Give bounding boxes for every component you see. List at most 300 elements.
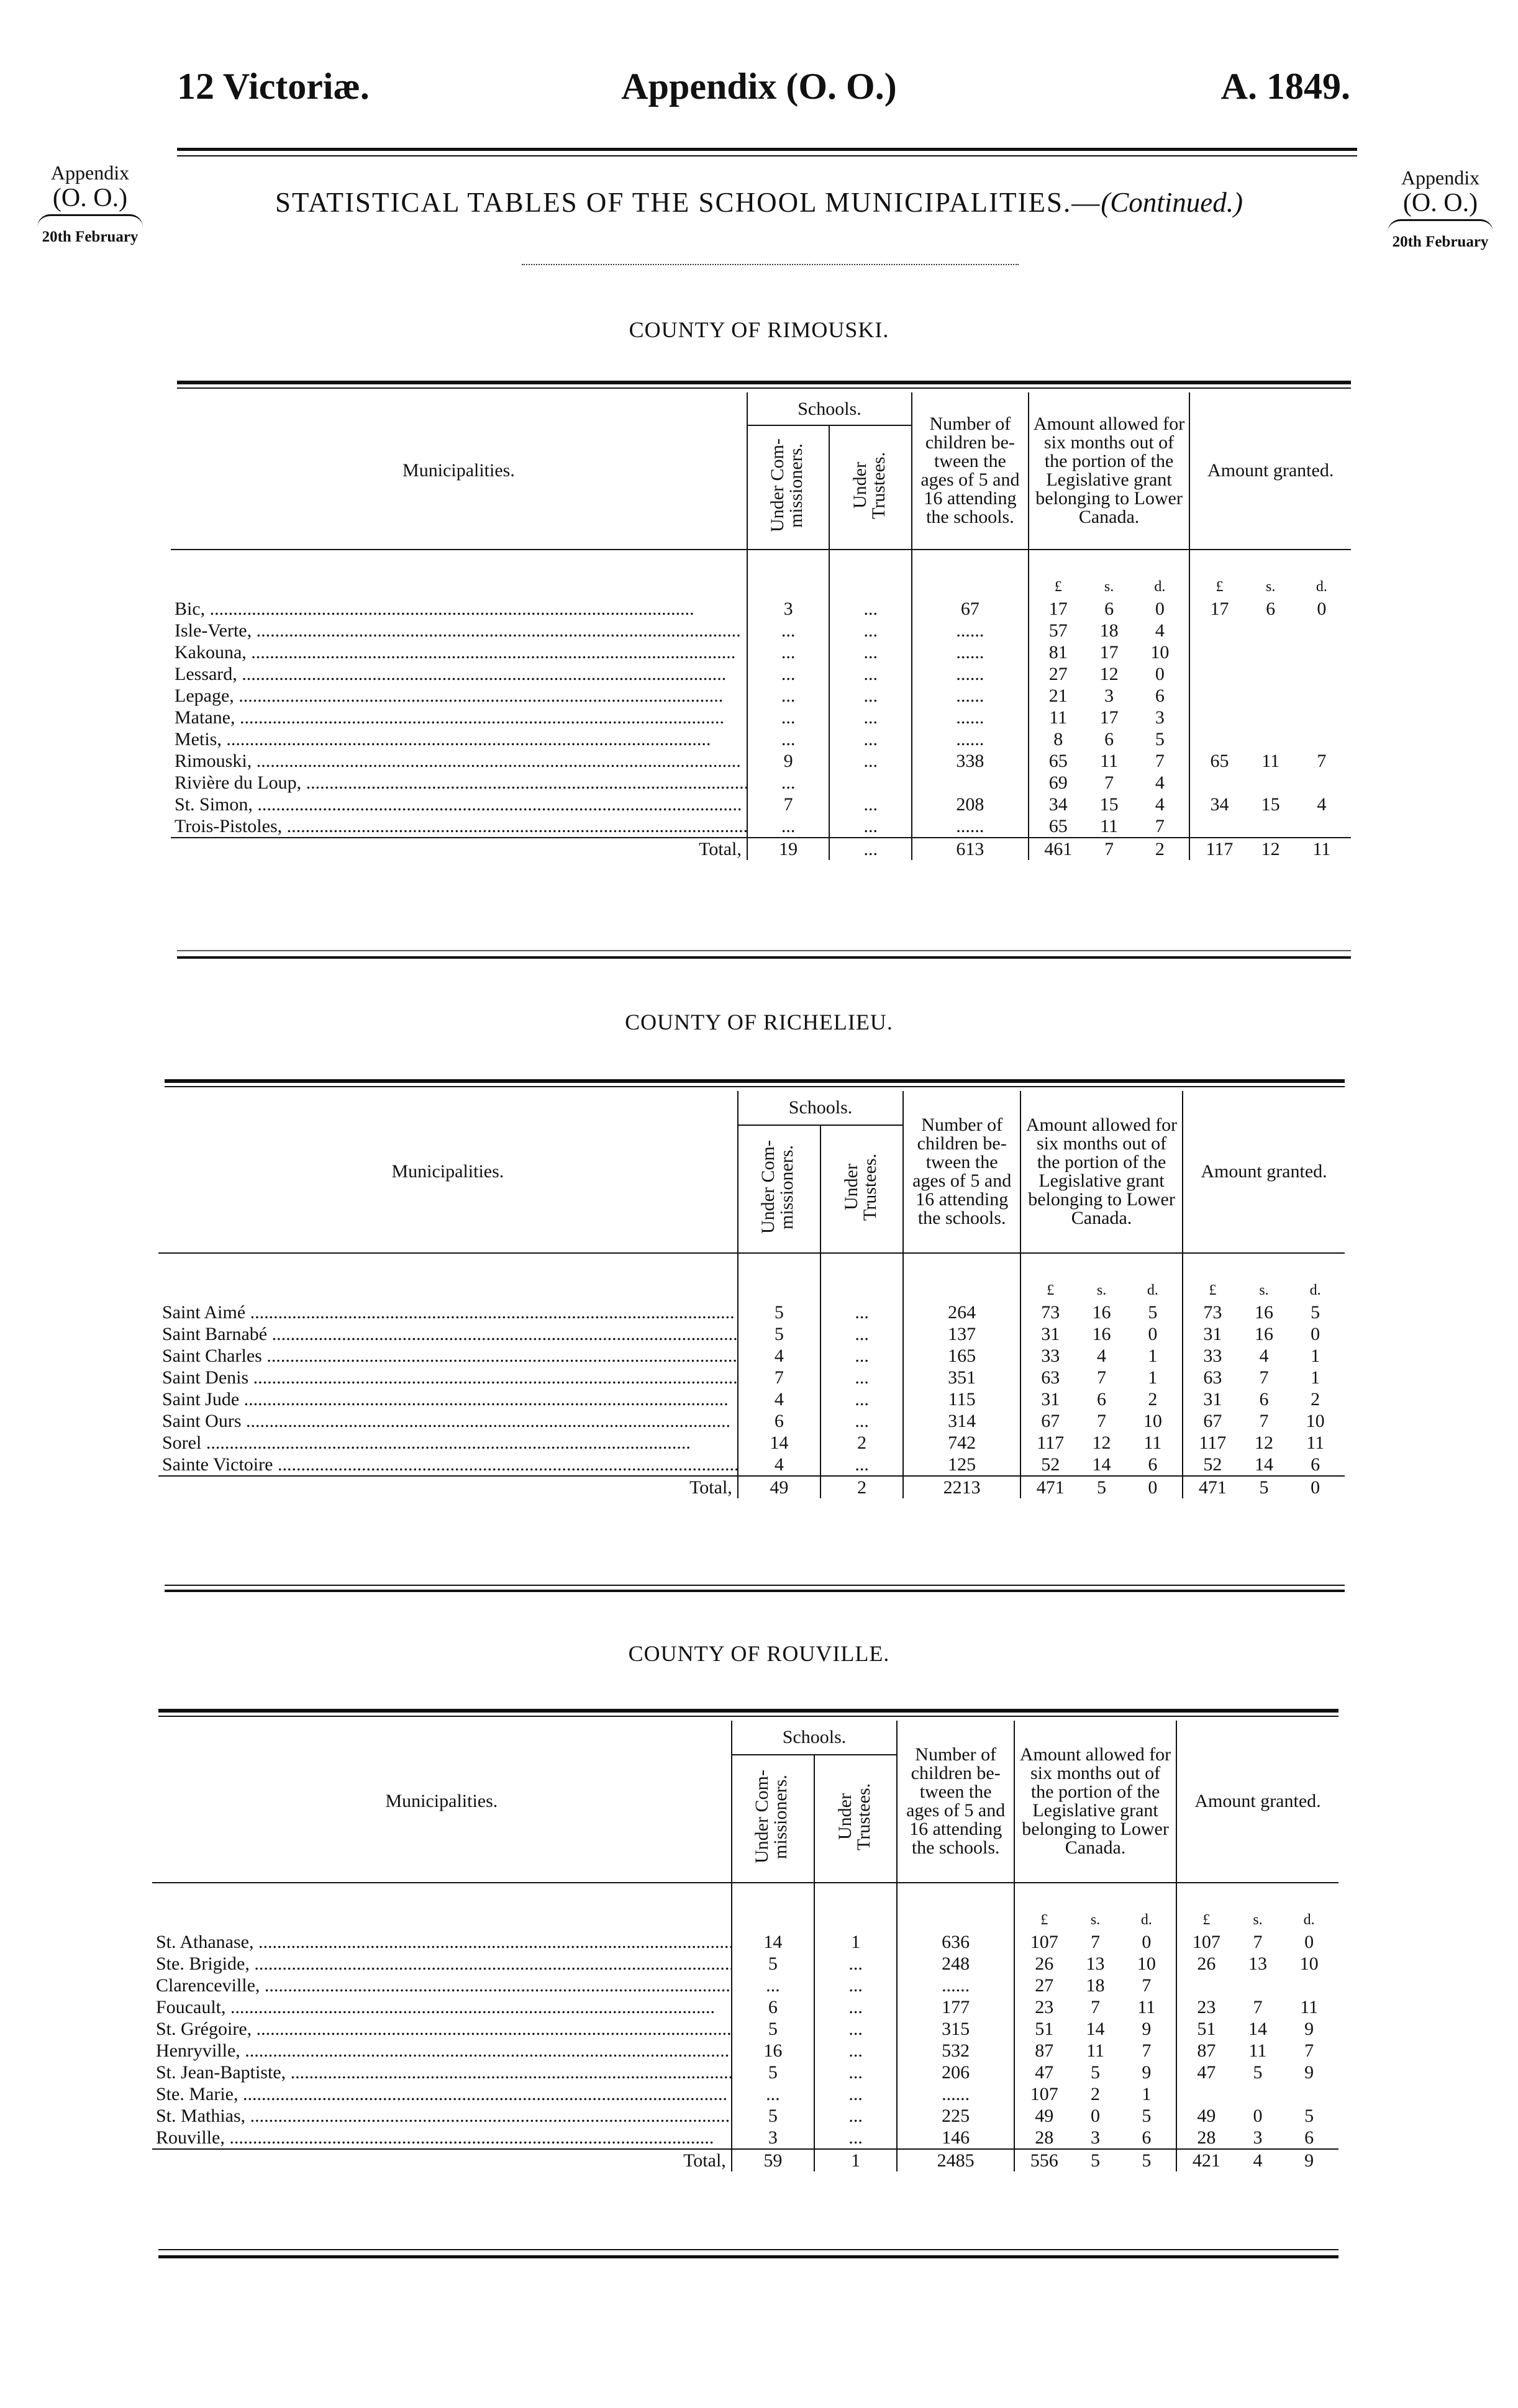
units-spacer — [903, 1253, 1020, 1301]
trustees-count: ... — [829, 728, 912, 750]
pence-value: 0 — [1148, 1477, 1158, 1498]
shillings-value: 15 — [1261, 794, 1280, 815]
header-children: Number of children be-tween the ages of 5 and 16 attending the schools. — [903, 1091, 1020, 1253]
units-allowed — [1029, 550, 1190, 598]
units-spacer — [738, 1253, 820, 1301]
shillings-value: 7 — [1097, 1367, 1107, 1388]
municipality-name-text: Saint Aimé — [162, 1302, 246, 1323]
amount-allowed — [1029, 641, 1190, 663]
amount-granted-parts — [1181, 1953, 1335, 1975]
table-row — [152, 2040, 1338, 2062]
amount-allowed — [1029, 750, 1190, 772]
children-count: 532 — [897, 2040, 1014, 2062]
pence-value: 1 — [1148, 1367, 1158, 1388]
shillings-value: 3 — [1104, 686, 1114, 706]
total-label — [158, 1476, 738, 1498]
pence-value: 2 — [1311, 1389, 1320, 1410]
pounds-value: 57 — [1048, 620, 1068, 641]
total-amount-allowed — [1014, 2149, 1176, 2171]
amount-allowed — [1020, 1301, 1183, 1323]
children-count: 206 — [897, 2062, 1014, 2083]
amount-allowed — [1020, 1410, 1183, 1432]
amount-allowed — [1029, 794, 1190, 815]
county-title-rimouski: COUNTY OF RIMOUSKI. — [629, 317, 889, 342]
amount-granted-parts — [1187, 1454, 1341, 1475]
amount-allowed — [1029, 663, 1190, 685]
pounds-value: 31 — [1041, 1389, 1060, 1410]
amount-granted-parts — [1181, 2105, 1335, 2127]
pounds-value: 11 — [1049, 707, 1068, 728]
amount-granted — [1183, 1323, 1345, 1345]
table-rule — [158, 1709, 1338, 1713]
pence-value: 7 — [1155, 751, 1165, 771]
shillings-value: 7 — [1253, 1932, 1263, 1952]
pence-value: 10 — [1137, 1953, 1156, 1974]
shillings-value: 13 — [1086, 1953, 1105, 1974]
table-row — [171, 620, 1351, 641]
shilling-unit: s. — [1104, 579, 1114, 595]
table-row — [171, 641, 1351, 663]
shillings-value: 4 — [1253, 2150, 1263, 2171]
children-count: 351 — [903, 1367, 1020, 1388]
pence-unit: d. — [1309, 1282, 1321, 1298]
pence-value: 7 — [1155, 816, 1165, 836]
trustees-count: ... — [814, 2105, 897, 2127]
shillings-value: 16 — [1254, 1302, 1273, 1323]
header-children: Number of children be-tween the ages of 5 and 16 attending the schools. — [897, 1721, 1014, 1883]
children-count: 338 — [912, 750, 1029, 772]
table-row — [152, 2083, 1338, 2105]
trustees-count: ... — [814, 1975, 897, 1996]
municipality-name — [152, 1931, 732, 1953]
pence-value: 9 — [1142, 2062, 1152, 2083]
pounds-value: 67 — [1041, 1411, 1060, 1431]
table-row — [158, 1432, 1345, 1454]
pounds-value: 63 — [1041, 1367, 1060, 1388]
amount-allowed-parts — [1019, 1975, 1172, 1996]
units-allowed — [1014, 1883, 1176, 1931]
table-row — [152, 2127, 1338, 2149]
side-note-label: Appendix — [50, 161, 130, 184]
table-rouville — [152, 1721, 1338, 2171]
pence-value: 1 — [1311, 1367, 1320, 1388]
pence-value: 5 — [1142, 2150, 1152, 2171]
shillings-value: 16 — [1092, 1324, 1111, 1344]
units-granted — [1189, 550, 1351, 598]
amount-allowed — [1020, 1323, 1183, 1345]
municipality-name — [158, 1345, 738, 1367]
header-under-trustees — [820, 1125, 903, 1253]
children-count: 315 — [897, 2018, 1014, 2040]
amount-granted-parts — [1187, 1432, 1341, 1454]
children-count: 248 — [897, 1953, 1014, 1975]
pounds-value: 47 — [1035, 2062, 1054, 2083]
pounds-value: 65 — [1210, 751, 1229, 771]
children-count: ...... — [912, 815, 1029, 838]
shillings-value: 3 — [1253, 2127, 1263, 2148]
pence-value: 6 — [1148, 1454, 1158, 1475]
municipality-name-text: Ste. Brigide, — [156, 1953, 250, 1974]
table-row — [158, 1454, 1345, 1476]
trustees-count: ... — [820, 1454, 903, 1476]
units-granted-parts — [1194, 576, 1347, 598]
municipality-name — [152, 2062, 732, 2083]
shillings-value: 0 — [1253, 2106, 1263, 2126]
amount-granted — [1189, 815, 1351, 838]
trustees-count: ... — [829, 707, 912, 728]
commissioners-count: 5 — [732, 2062, 814, 2083]
amount-granted — [1176, 1931, 1338, 1953]
children-count: 125 — [903, 1454, 1020, 1476]
amount-allowed-parts — [1025, 1410, 1178, 1432]
children-count: ...... — [912, 685, 1029, 707]
total-amount-allowed — [1020, 1476, 1183, 1498]
municipality-name-text: Henryville, — [156, 2040, 240, 2061]
children-count: 742 — [903, 1432, 1020, 1454]
trustees-count: ... — [814, 1996, 897, 2018]
units-spacer — [912, 550, 1029, 598]
units-spacer — [747, 550, 830, 598]
shillings-value: 7 — [1104, 839, 1114, 859]
commissioners-count: 6 — [732, 1996, 814, 2018]
municipality-name — [158, 1388, 738, 1410]
shilling-unit: s. — [1253, 1912, 1263, 1928]
amount-granted — [1189, 728, 1351, 750]
municipality-name-text: Isle-Verte, — [175, 620, 252, 641]
municipality-name — [158, 1410, 738, 1432]
municipality-name — [152, 2018, 732, 2040]
shillings-value: 11 — [1086, 2040, 1104, 2061]
municipality-name-text: Saint Denis — [162, 1367, 249, 1388]
shillings-value: 7 — [1104, 772, 1114, 793]
amount-allowed-parts — [1033, 728, 1186, 750]
commissioners-count: 3 — [747, 598, 830, 620]
table-row — [158, 1345, 1345, 1367]
total-amount-granted — [1189, 838, 1351, 860]
amount-allowed-parts — [1019, 1931, 1172, 1953]
shillings-value: 7 — [1253, 1997, 1263, 2017]
amount-allowed — [1020, 1367, 1183, 1388]
municipality-name — [171, 794, 747, 815]
shillings-value: 5 — [1091, 2062, 1101, 2083]
pounds-value: 17 — [1048, 599, 1068, 619]
shillings-value: 2 — [1091, 2084, 1101, 2104]
header-under-trustees-text: Under Trustees. — [840, 1153, 880, 1221]
amount-granted — [1183, 1367, 1345, 1388]
trustees-count: ... — [814, 2127, 897, 2149]
shillings-value: 11 — [1100, 816, 1118, 836]
municipality-name-text: St. Mathias, — [156, 2106, 246, 2126]
trustees-count: ... — [814, 2040, 897, 2062]
commissioners-count: ... — [747, 641, 830, 663]
municipality-name-text: Kakouna, — [175, 642, 247, 663]
children-count: ...... — [912, 728, 1029, 750]
amount-granted — [1189, 794, 1351, 815]
table-row — [171, 772, 1351, 794]
amount-granted-parts — [1187, 1388, 1341, 1410]
amount-allowed-parts — [1025, 1345, 1178, 1367]
commissioners-count: ... — [747, 772, 830, 794]
children-count: 264 — [903, 1301, 1020, 1323]
amount-allowed — [1020, 1345, 1183, 1367]
header-under-commissioners-text: Under Com-missioners. — [758, 1140, 798, 1234]
units-spacer — [820, 1253, 903, 1301]
pounds-value: 471 — [1036, 1477, 1065, 1498]
pounds-value: 117 — [1037, 1433, 1065, 1453]
children-count: 208 — [912, 794, 1029, 815]
shilling-unit: s. — [1259, 1282, 1269, 1298]
shillings-value: 14 — [1248, 2019, 1267, 2039]
amount-allowed — [1014, 2127, 1176, 2149]
shillings-value: 12 — [1099, 664, 1119, 684]
pence-value: 1 — [1148, 1346, 1158, 1366]
municipality-name-text: Sorel — [162, 1433, 202, 1453]
shillings-value: 16 — [1254, 1324, 1273, 1344]
amount-granted — [1176, 2040, 1338, 2062]
shillings-value: 5 — [1259, 1477, 1269, 1498]
shillings-value: 14 — [1086, 2019, 1105, 2039]
amount-granted — [1183, 1432, 1345, 1454]
pence-value: 6 — [1142, 2127, 1152, 2148]
table-row — [171, 707, 1351, 728]
total-children: 613 — [912, 838, 1029, 860]
total-label-text: Total, — [689, 1477, 732, 1498]
table-row — [171, 728, 1351, 750]
pence-value: 7 — [1304, 2040, 1314, 2061]
amount-allowed-parts — [1019, 2018, 1172, 2040]
pence-value: 0 — [1311, 1477, 1320, 1498]
table-row — [158, 1388, 1345, 1410]
trustees-count: ... — [820, 1323, 903, 1345]
pounds-value: 556 — [1030, 2150, 1058, 2171]
pence-value: 9 — [1304, 2062, 1314, 2083]
header-schools: Schools. — [738, 1091, 904, 1125]
amount-allowed-parts — [1019, 2127, 1172, 2148]
pence-value: 10 — [1306, 1411, 1325, 1431]
amount-allowed-parts — [1033, 794, 1186, 815]
total-label-text: Total, — [699, 839, 742, 859]
pence-value: 5 — [1311, 1302, 1320, 1323]
amount-granted — [1176, 1953, 1338, 1975]
municipality-name — [171, 815, 747, 838]
shilling-unit: s. — [1265, 579, 1276, 595]
commissioners-count: 5 — [732, 2105, 814, 2127]
table-richelieu — [158, 1091, 1345, 1498]
shillings-value: 7 — [1259, 1367, 1269, 1388]
amount-granted — [1176, 2127, 1338, 2149]
shillings-value: 14 — [1092, 1454, 1111, 1475]
municipality-name-text: St. Simon, — [175, 794, 253, 815]
header-children: Number of children be-tween the ages of 5 and 16 attending the schools. — [912, 392, 1029, 550]
commissioners-count: 5 — [732, 1953, 814, 1975]
municipality-name-text: Saint Ours — [162, 1411, 242, 1431]
table-row — [158, 1301, 1345, 1323]
pence-unit: d. — [1140, 1912, 1152, 1928]
pence-value: 3 — [1155, 707, 1165, 728]
total-children: 2485 — [897, 2149, 1014, 2171]
units-spacer — [732, 1883, 814, 1931]
table-row — [158, 1323, 1345, 1345]
trustees-count: ... — [820, 1388, 903, 1410]
shillings-value: 18 — [1099, 620, 1119, 641]
amount-allowed-parts — [1033, 620, 1186, 641]
units-spacer — [152, 1883, 732, 1931]
commissioners-count: 5 — [738, 1323, 820, 1345]
table-row — [152, 2018, 1338, 2040]
commissioners-count: ... — [747, 663, 830, 685]
amount-allowed-parts — [1025, 1367, 1178, 1388]
pounds-value: 31 — [1203, 1324, 1222, 1344]
municipality-name-text: Trois-Pistoles, — [175, 816, 283, 836]
amount-allowed — [1029, 815, 1190, 838]
pounds-value: 8 — [1053, 729, 1063, 749]
table-rule — [165, 1585, 1345, 1586]
pence-value: 0 — [1311, 1324, 1320, 1344]
header-amount-allowed: Amount allowed for six months out of the portion of the Legislative grant belonging to Lower Canada. — [1020, 1091, 1183, 1253]
amount-granted-parts — [1187, 1367, 1341, 1388]
municipality-name-text: Bic, — [175, 599, 206, 619]
table-row — [152, 1931, 1338, 1953]
municipality-name — [158, 1432, 738, 1454]
table-row — [158, 1410, 1345, 1432]
amount-granted-parts — [1194, 598, 1347, 620]
amount-allowed — [1014, 2105, 1176, 2127]
commissioners-count: 6 — [738, 1410, 820, 1432]
amount-allowed-parts — [1019, 2040, 1172, 2062]
pence-value: 4 — [1317, 794, 1327, 815]
main-title-continued: (Continued.) — [1101, 187, 1243, 218]
commissioners-count: 4 — [738, 1454, 820, 1476]
pounds-value: 65 — [1048, 751, 1068, 771]
table-rule — [158, 2249, 1338, 2250]
pence-value: 6 — [1304, 2127, 1314, 2148]
pounds-value: 31 — [1041, 1324, 1060, 1344]
amount-allowed-parts — [1033, 663, 1186, 685]
main-title — [0, 186, 1518, 219]
pounds-value: 31 — [1203, 1389, 1222, 1410]
shillings-value: 4 — [1259, 1346, 1269, 1366]
municipality-name — [158, 1323, 738, 1345]
children-count: 165 — [903, 1345, 1020, 1367]
municipality-name — [152, 2040, 732, 2062]
municipality-name — [152, 2083, 732, 2105]
amount-allowed-parts — [1019, 2083, 1172, 2105]
amount-allowed — [1029, 772, 1190, 794]
title-ornament — [522, 264, 1019, 269]
municipality-name-text: Matane, — [175, 707, 235, 728]
total-amount-allowed-parts — [1033, 838, 1186, 860]
amount-granted — [1176, 2062, 1338, 2083]
municipality-name-text: Foucault, — [156, 1997, 226, 2017]
units-allowed-parts — [1019, 1909, 1172, 1931]
shillings-value: 14 — [1254, 1454, 1273, 1475]
amount-allowed — [1014, 2040, 1176, 2062]
pence-value: 1 — [1311, 1346, 1320, 1366]
total-label — [152, 2149, 732, 2171]
pence-value: 4 — [1155, 772, 1165, 793]
amount-allowed-parts — [1025, 1301, 1178, 1323]
commissioners-count: 14 — [738, 1432, 820, 1454]
municipality-name-text: Saint Charles — [162, 1346, 262, 1366]
commissioners-count: ... — [732, 1975, 814, 1996]
commissioners-count: ... — [747, 815, 830, 838]
pounds-value: 23 — [1035, 1997, 1054, 2017]
pence-value: 2 — [1148, 1389, 1158, 1410]
amount-granted — [1183, 1345, 1345, 1367]
header-amount-allowed: Amount allowed for six months out of the portion of the Legislative grant belonging to Lower Canada. — [1014, 1721, 1176, 1883]
pence-value: 11 — [1312, 839, 1331, 859]
header-municipalities: Municipalities. — [171, 392, 747, 550]
pence-value: 9 — [1142, 2019, 1152, 2039]
pound-unit: £ — [1047, 1282, 1055, 1298]
municipality-name — [158, 1454, 738, 1476]
trustees-count: ... — [814, 1953, 897, 1975]
header-under-trustees — [829, 425, 912, 550]
children-count — [912, 772, 1029, 794]
children-count: ...... — [897, 1975, 1014, 1996]
amount-granted-parts — [1194, 794, 1347, 815]
children-count: 177 — [897, 1996, 1014, 2018]
amount-granted — [1189, 750, 1351, 772]
pounds-value: 17 — [1210, 599, 1229, 619]
table-row — [171, 794, 1351, 815]
amount-granted — [1176, 1996, 1338, 2018]
children-count: 146 — [897, 2127, 1014, 2149]
trustees-count: ... — [829, 641, 912, 663]
trustees-count: ... — [814, 2062, 897, 2083]
municipality-name — [171, 728, 747, 750]
municipality-name-text: Rouville, — [156, 2127, 225, 2148]
municipality-name — [171, 641, 747, 663]
trustees-count: ... — [829, 620, 912, 641]
pence-value: 11 — [1300, 1997, 1319, 2017]
running-header-center: Appendix (O. O.) — [621, 66, 897, 107]
county-title-richelieu: COUNTY OF RICHELIEU. — [625, 1010, 893, 1034]
pence-unit: d. — [1154, 579, 1166, 595]
commissioners-count: 7 — [747, 794, 830, 815]
amount-allowed — [1014, 1975, 1176, 1996]
amount-allowed — [1014, 2018, 1176, 2040]
county-title-rouville: COUNTY OF ROUVILLE. — [628, 1641, 890, 1666]
amount-granted — [1176, 2105, 1338, 2127]
amount-allowed-parts — [1033, 815, 1186, 837]
total-commissioners: 49 — [738, 1476, 820, 1498]
table-row — [171, 685, 1351, 707]
amount-allowed-parts — [1033, 707, 1186, 728]
amount-allowed — [1029, 620, 1190, 641]
municipality-name-text: St. Athanase, — [156, 1932, 254, 1952]
amount-allowed-parts — [1033, 598, 1186, 620]
amount-allowed — [1014, 1931, 1176, 1953]
amount-granted-parts — [1181, 1931, 1335, 1953]
pounds-value: 107 — [1030, 1932, 1058, 1952]
shillings-value: 12 — [1254, 1433, 1273, 1453]
header-under-commissioners-text: Under Com-missioners. — [752, 1770, 791, 1864]
total-amount-granted-parts — [1194, 838, 1347, 860]
pounds-value: 23 — [1197, 1997, 1216, 2017]
pence-value: 10 — [1299, 1953, 1319, 1974]
header-under-commissioners — [732, 1755, 814, 1883]
amount-allowed — [1029, 598, 1190, 620]
amount-allowed — [1029, 685, 1190, 707]
header-under-trustees-text: Under Trustees. — [834, 1783, 874, 1850]
side-note-ref: (O. O.) — [1402, 189, 1478, 217]
amount-granted — [1189, 685, 1351, 707]
pence-value: 0 — [1148, 1324, 1158, 1344]
municipality-name — [152, 2127, 732, 2149]
amount-granted — [1189, 663, 1351, 685]
total-amount-granted-parts — [1181, 2150, 1335, 2171]
